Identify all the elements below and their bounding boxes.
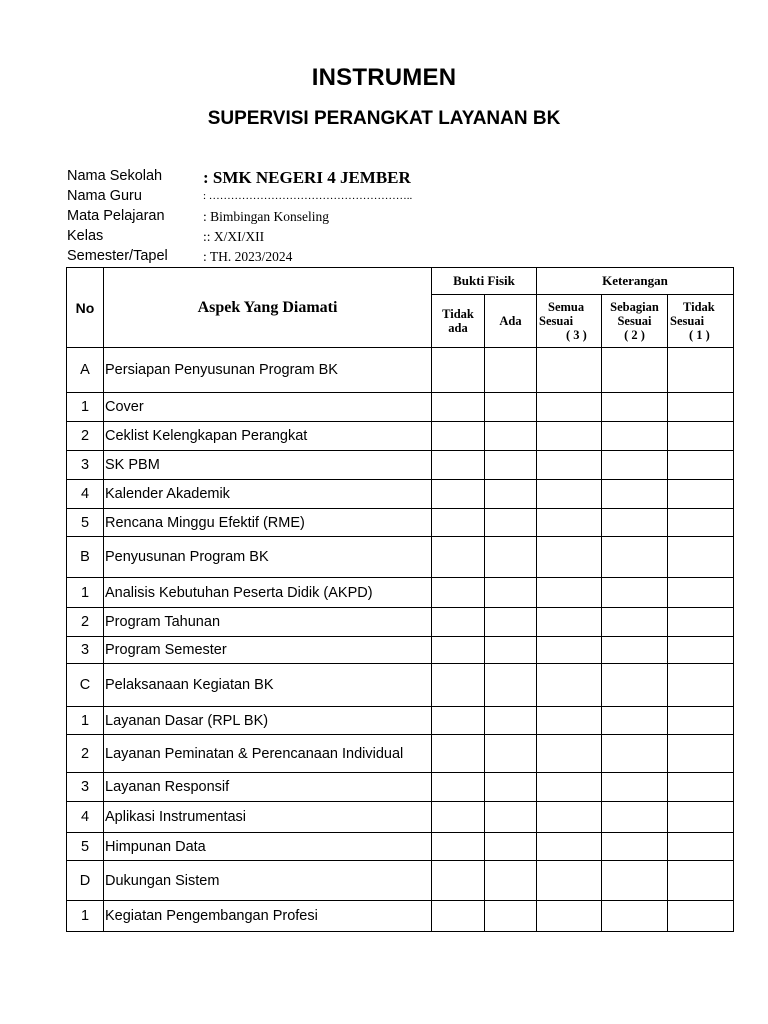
- check-semua-sesuai-cell[interactable]: [537, 480, 602, 509]
- row-number: 5: [67, 509, 104, 537]
- header-line: ( 1 ): [689, 328, 710, 342]
- aspect-item: Aplikasi Instrumentasi: [104, 802, 432, 833]
- header-line: Tidak: [683, 300, 715, 314]
- info-row-mapel: [67, 206, 727, 226]
- check-tidak-sesuai-cell[interactable]: [668, 833, 734, 861]
- info-label: Nama Guru: [67, 188, 142, 204]
- aspect-item: Layanan Peminatan & Perencanaan Individual: [104, 735, 432, 773]
- check-tidak-ada-cell[interactable]: [432, 802, 485, 833]
- header-line: ( 3 ): [566, 328, 587, 342]
- header-ada: Ada: [485, 295, 537, 348]
- check-sebagian-sesuai-cell[interactable]: [602, 348, 668, 393]
- row-number: 3: [67, 637, 104, 664]
- check-tidak-sesuai-cell[interactable]: [668, 861, 734, 901]
- aspect-item: Himpunan Data: [104, 833, 432, 861]
- row-number: 4: [67, 480, 104, 509]
- check-sebagian-sesuai-cell[interactable]: [602, 608, 668, 637]
- check-sebagian-sesuai-cell[interactable]: [602, 537, 668, 578]
- row-number: 2: [67, 422, 104, 451]
- aspect-item: Layanan Dasar (RPL BK): [104, 707, 432, 735]
- aspect-item: SK PBM: [104, 451, 432, 480]
- info-row-sekolah: [67, 166, 727, 186]
- check-ada-cell[interactable]: [485, 735, 537, 773]
- section-title: Persiapan Penyusunan Program BK: [104, 348, 432, 393]
- check-tidak-ada-cell[interactable]: [432, 578, 485, 608]
- check-tidak-ada-cell[interactable]: [432, 480, 485, 509]
- check-semua-sesuai-cell[interactable]: [537, 735, 602, 773]
- header-tidak-ada: [432, 295, 485, 348]
- check-tidak-sesuai-cell[interactable]: [668, 348, 734, 393]
- section-row: [67, 664, 734, 707]
- check-semua-sesuai-cell[interactable]: [537, 451, 602, 480]
- check-tidak-sesuai-cell[interactable]: [668, 480, 734, 509]
- info-value: : SMK NEGERI 4 JEMBER: [203, 168, 411, 187]
- info-label: Nama Sekolah: [67, 168, 163, 184]
- check-semua-sesuai-cell[interactable]: [537, 393, 602, 422]
- row-number: C: [67, 664, 104, 707]
- check-sebagian-sesuai-cell[interactable]: [602, 735, 668, 773]
- aspect-item: Ceklist Kelengkapan Perangkat: [104, 422, 432, 451]
- check-sebagian-sesuai-cell[interactable]: [602, 451, 668, 480]
- check-tidak-ada-cell[interactable]: [432, 707, 485, 735]
- check-sebagian-sesuai-cell[interactable]: [602, 802, 668, 833]
- check-tidak-sesuai-cell[interactable]: [668, 707, 734, 735]
- check-ada-cell[interactable]: [485, 509, 537, 537]
- header-line: ada: [448, 321, 468, 335]
- check-ada-cell[interactable]: [485, 451, 537, 480]
- header-line: Sebagian: [610, 300, 659, 314]
- aspect-item: Rencana Minggu Efektif (RME): [104, 509, 432, 537]
- check-tidak-ada-cell[interactable]: [432, 773, 485, 802]
- check-tidak-sesuai-cell[interactable]: [668, 735, 734, 773]
- section-title: Dukungan Sistem: [104, 861, 432, 901]
- check-ada-cell[interactable]: [485, 393, 537, 422]
- check-semua-sesuai-cell[interactable]: [537, 707, 602, 735]
- check-ada-cell[interactable]: [485, 901, 537, 932]
- check-semua-sesuai-cell[interactable]: [537, 537, 602, 578]
- table-row: [67, 451, 734, 480]
- row-number: 3: [67, 451, 104, 480]
- info-row-semester: [67, 246, 727, 266]
- aspect-item: Kegiatan Pengembangan Profesi: [104, 901, 432, 932]
- check-semua-sesuai-cell[interactable]: [537, 608, 602, 637]
- info-label: Kelas: [67, 228, 104, 244]
- check-semua-sesuai-cell[interactable]: [537, 664, 602, 707]
- check-tidak-sesuai-cell[interactable]: [668, 664, 734, 707]
- check-ada-cell[interactable]: [485, 861, 537, 901]
- check-tidak-ada-cell[interactable]: [432, 608, 485, 637]
- check-sebagian-sesuai-cell[interactable]: [602, 637, 668, 664]
- check-semua-sesuai-cell[interactable]: [537, 348, 602, 393]
- table-row: [67, 480, 734, 509]
- row-number: 1: [67, 393, 104, 422]
- check-ada-cell[interactable]: [485, 833, 537, 861]
- aspect-item: Analisis Kebutuhan Peserta Didik (AKPD): [104, 578, 432, 608]
- check-sebagian-sesuai-cell[interactable]: [602, 773, 668, 802]
- aspect-item: Layanan Responsif: [104, 773, 432, 802]
- check-semua-sesuai-cell[interactable]: [537, 861, 602, 901]
- table-row: [67, 773, 734, 802]
- check-semua-sesuai-cell[interactable]: [537, 901, 602, 932]
- check-ada-cell[interactable]: [485, 664, 537, 707]
- check-tidak-ada-cell[interactable]: [432, 833, 485, 861]
- header-tidak-sesuai: [668, 295, 734, 348]
- header-no: No: [67, 268, 104, 348]
- table-row: [67, 833, 734, 861]
- check-sebagian-sesuai-cell[interactable]: [602, 480, 668, 509]
- header-bukti-fisik: Bukti Fisik: [432, 268, 537, 295]
- info-value: : ………………………………………………..: [203, 190, 413, 202]
- header-keterangan: Keterangan: [537, 268, 734, 295]
- table-row: [67, 637, 734, 664]
- section-row: [67, 861, 734, 901]
- header-line: Sesuai: [670, 314, 705, 328]
- check-ada-cell[interactable]: [485, 480, 537, 509]
- check-tidak-sesuai-cell[interactable]: [668, 637, 734, 664]
- check-ada-cell[interactable]: [485, 348, 537, 393]
- supervision-table: [66, 267, 734, 932]
- info-label: Mata Pelajaran: [67, 208, 165, 224]
- check-ada-cell[interactable]: [485, 578, 537, 608]
- header-aspek: Aspek Yang Diamati: [104, 268, 432, 348]
- header-line: Tidak: [442, 307, 474, 321]
- check-ada-cell[interactable]: [485, 537, 537, 578]
- info-row-kelas: [67, 226, 727, 246]
- check-tidak-ada-cell[interactable]: [432, 901, 485, 932]
- check-semua-sesuai-cell[interactable]: [537, 802, 602, 833]
- row-number: 1: [67, 901, 104, 932]
- row-number: A: [67, 348, 104, 393]
- identity-block: [67, 166, 727, 266]
- document-title: INSTRUMEN: [311, 64, 457, 91]
- table-row: [67, 509, 734, 537]
- check-tidak-ada-cell[interactable]: [432, 537, 485, 578]
- check-sebagian-sesuai-cell[interactable]: [602, 664, 668, 707]
- check-tidak-ada-cell[interactable]: [432, 861, 485, 901]
- header-semua-sesuai: [537, 295, 602, 348]
- check-sebagian-sesuai-cell[interactable]: [602, 833, 668, 861]
- check-semua-sesuai-cell[interactable]: [537, 833, 602, 861]
- row-number: D: [67, 861, 104, 901]
- aspect-item: Program Tahunan: [104, 608, 432, 637]
- check-ada-cell[interactable]: [485, 637, 537, 664]
- check-sebagian-sesuai-cell[interactable]: [602, 509, 668, 537]
- aspect-item: Program Semester: [104, 637, 432, 664]
- header-line: Semua: [548, 300, 585, 314]
- check-tidak-ada-cell[interactable]: [432, 664, 485, 707]
- info-row-guru: [67, 186, 727, 206]
- check-semua-sesuai-cell[interactable]: [537, 422, 602, 451]
- check-tidak-sesuai-cell[interactable]: [668, 802, 734, 833]
- check-sebagian-sesuai-cell[interactable]: [602, 578, 668, 608]
- table-row: [67, 735, 734, 773]
- check-ada-cell[interactable]: [485, 422, 537, 451]
- check-tidak-sesuai-cell[interactable]: [668, 393, 734, 422]
- check-semua-sesuai-cell[interactable]: [537, 637, 602, 664]
- table-row: [67, 422, 734, 451]
- header-line: Sesuai: [539, 314, 574, 328]
- info-value: : TH. 2023/2024: [203, 249, 293, 264]
- table-row: [67, 393, 734, 422]
- row-number: 1: [67, 578, 104, 608]
- check-sebagian-sesuai-cell[interactable]: [602, 707, 668, 735]
- row-number: 4: [67, 802, 104, 833]
- table-row: [67, 707, 734, 735]
- header-sebagian-sesuai: [602, 295, 668, 348]
- check-semua-sesuai-cell[interactable]: [537, 578, 602, 608]
- check-tidak-ada-cell[interactable]: [432, 422, 485, 451]
- check-ada-cell[interactable]: [485, 773, 537, 802]
- check-tidak-ada-cell[interactable]: [432, 509, 485, 537]
- check-tidak-ada-cell[interactable]: [432, 348, 485, 393]
- table-row: [67, 578, 734, 608]
- check-semua-sesuai-cell[interactable]: [537, 509, 602, 537]
- table-row: [67, 901, 734, 932]
- check-tidak-sesuai-cell[interactable]: [668, 773, 734, 802]
- check-tidak-sesuai-cell[interactable]: [668, 451, 734, 480]
- section-title: Pelaksanaan Kegiatan BK: [104, 664, 432, 707]
- info-label: Semester/Tapel: [67, 248, 168, 264]
- row-number: B: [67, 537, 104, 578]
- check-ada-cell[interactable]: [485, 802, 537, 833]
- row-number: 2: [67, 608, 104, 637]
- check-semua-sesuai-cell[interactable]: [537, 773, 602, 802]
- check-tidak-sesuai-cell[interactable]: [668, 578, 734, 608]
- section-title: Penyusunan Program BK: [104, 537, 432, 578]
- check-tidak-sesuai-cell[interactable]: [668, 422, 734, 451]
- check-tidak-sesuai-cell[interactable]: [668, 537, 734, 578]
- table-body: [67, 348, 734, 932]
- check-sebagian-sesuai-cell[interactable]: [602, 422, 668, 451]
- check-tidak-ada-cell[interactable]: [432, 451, 485, 480]
- check-tidak-sesuai-cell[interactable]: [668, 608, 734, 637]
- document-subtitle: SUPERVISI PERANGKAT LAYANAN BK: [207, 108, 561, 129]
- check-ada-cell[interactable]: [485, 608, 537, 637]
- table-row: [67, 608, 734, 637]
- check-tidak-ada-cell[interactable]: [432, 393, 485, 422]
- check-tidak-sesuai-cell[interactable]: [668, 901, 734, 932]
- check-ada-cell[interactable]: [485, 707, 537, 735]
- check-tidak-sesuai-cell[interactable]: [668, 509, 734, 537]
- row-number: 3: [67, 773, 104, 802]
- section-row: [67, 348, 734, 393]
- aspect-item: Cover: [104, 393, 432, 422]
- row-number: 1: [67, 707, 104, 735]
- check-tidak-ada-cell[interactable]: [432, 735, 485, 773]
- aspect-item: Kalender Akademik: [104, 480, 432, 509]
- row-number: 2: [67, 735, 104, 773]
- check-sebagian-sesuai-cell[interactable]: [602, 393, 668, 422]
- header-line: ( 2 ): [624, 328, 645, 342]
- header-line: Sesuai: [617, 314, 652, 328]
- info-value: : Bimbingan Konseling: [203, 209, 329, 224]
- row-number: 5: [67, 833, 104, 861]
- check-sebagian-sesuai-cell[interactable]: [602, 861, 668, 901]
- info-value: :: X/XI/XII: [203, 229, 265, 244]
- check-sebagian-sesuai-cell[interactable]: [602, 901, 668, 932]
- table-row: [67, 802, 734, 833]
- section-row: [67, 537, 734, 578]
- check-tidak-ada-cell[interactable]: [432, 637, 485, 664]
